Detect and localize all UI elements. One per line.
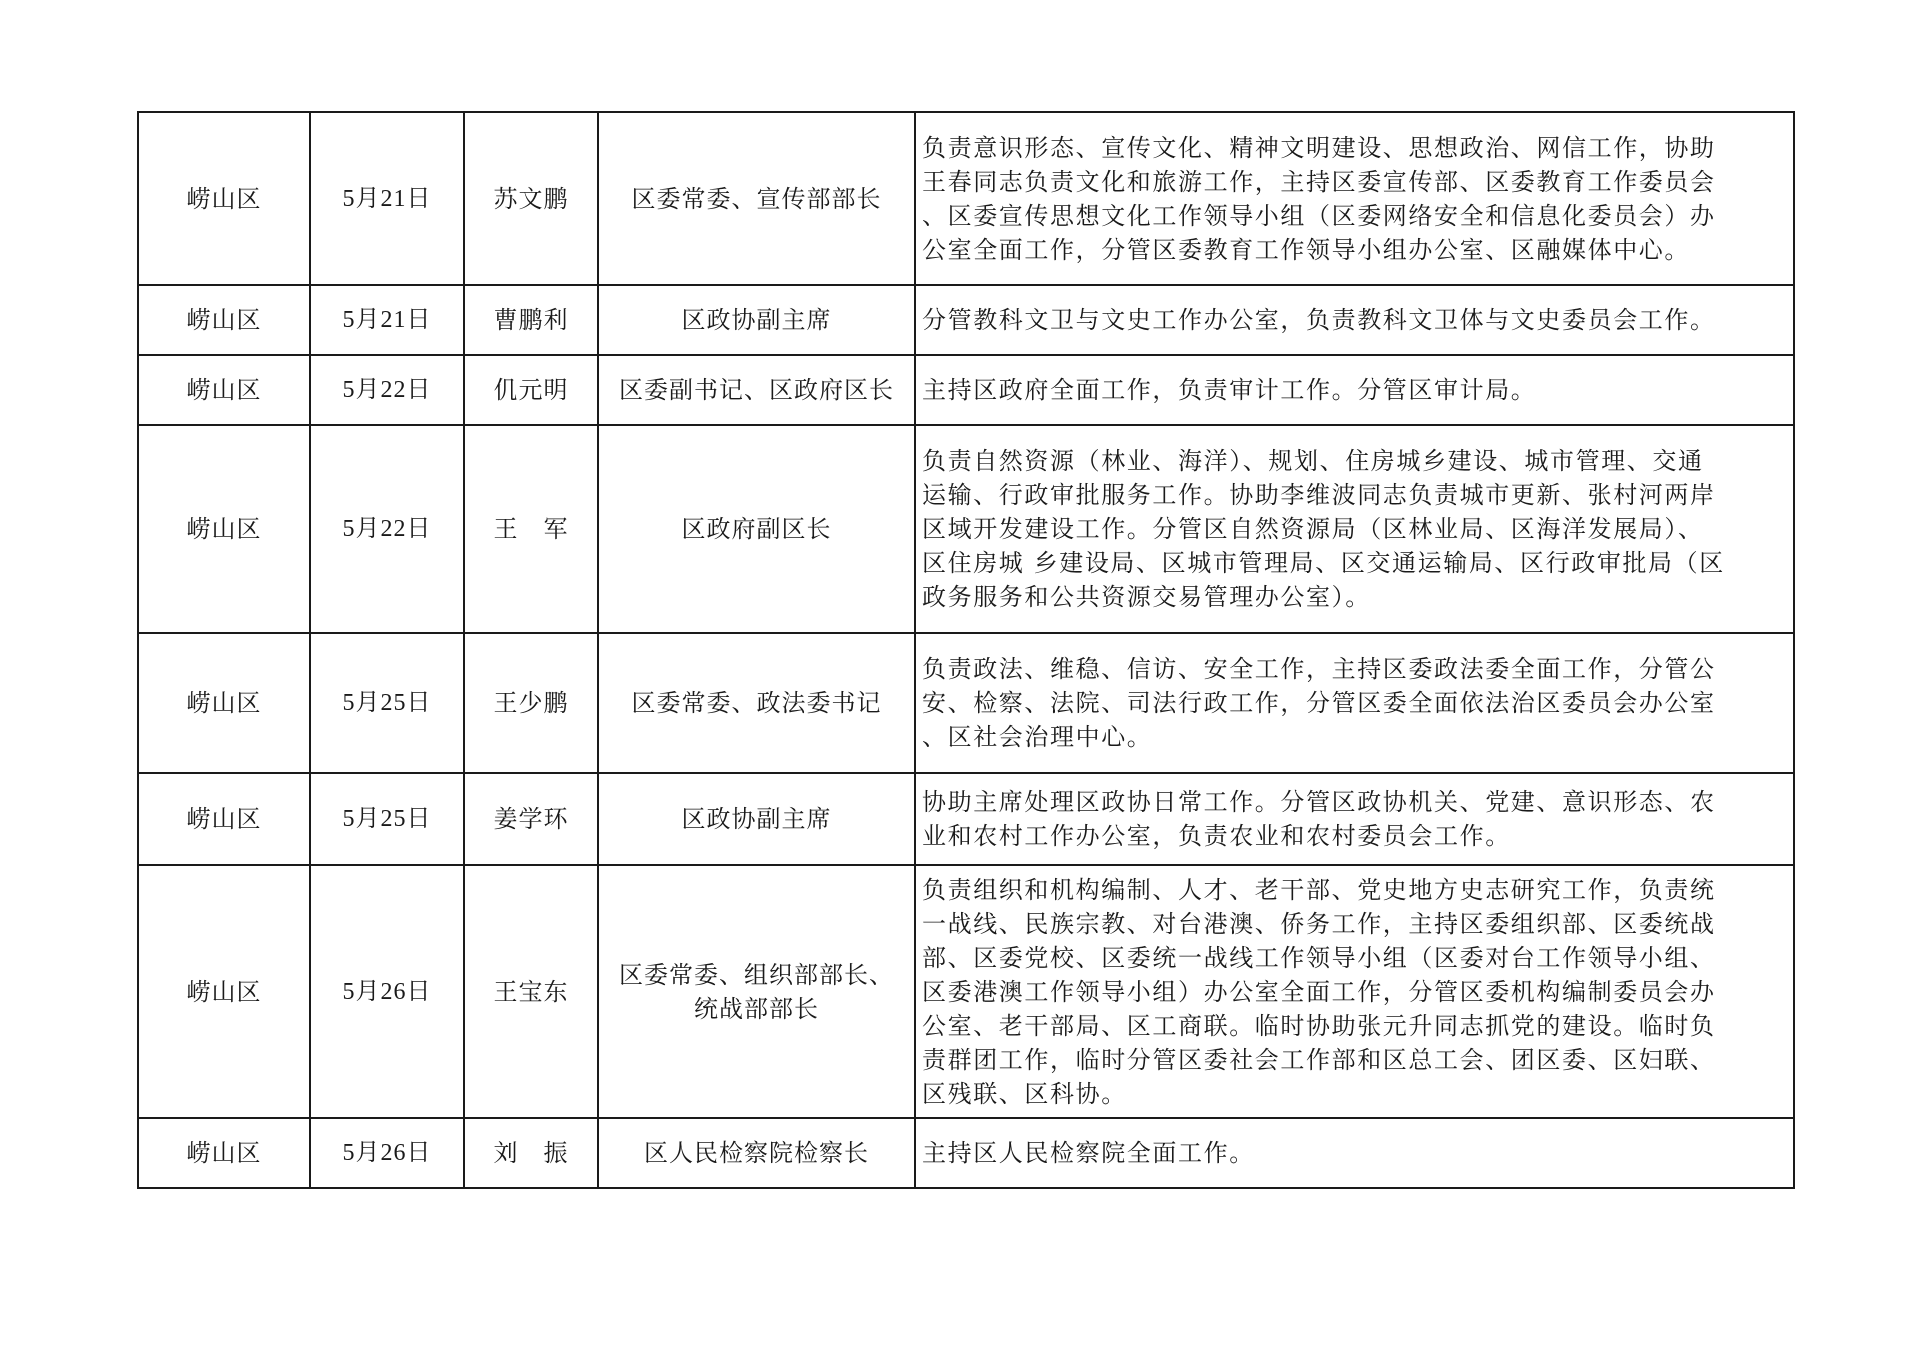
name-cell: 王少鹏 <box>464 633 598 773</box>
duty-line: 公室、老干部局、区工商联。临时协助张元升同志抓党的建设。临时负 <box>922 1011 1716 1040</box>
table-row <box>138 112 1794 285</box>
duty-line: 主持区政府全面工作，负责审计工作。分管区审计局。 <box>922 376 1537 404</box>
region-cell: 崂山区 <box>138 633 310 773</box>
post-cell: 区政协副主席 <box>598 773 915 865</box>
date-cell: 5月25日 <box>310 633 464 773</box>
duty-line: 责群团工作，临时分管区委社会工作部和区总工会、团区委、区妇联、 <box>922 1045 1716 1074</box>
name-cell: 刘 振 <box>464 1118 598 1188</box>
name-cell: 苏文鹏 <box>464 112 598 285</box>
date-cell: 5月25日 <box>310 773 464 865</box>
table-row <box>138 865 1794 1118</box>
duties-cell <box>915 773 1794 865</box>
duties-cell <box>915 1118 1794 1188</box>
duty-line: 分管教科文卫与文史工作办公室，负责教科文卫体与文史委员会工作。 <box>922 306 1716 334</box>
duty-line: 、区委宣传思想文化工作领导小组（区委网络安全和信息化委员会）办 <box>922 201 1716 230</box>
duty-line: 主持区人民检察院全面工作。 <box>922 1139 1255 1167</box>
duty-line: 部、区委党校、区委统一战线工作领导小组（区委对台工作领导小组、 <box>922 943 1716 972</box>
officials-table <box>137 111 1795 1189</box>
post-cell: 区政府副区长 <box>598 425 915 633</box>
region-cell: 崂山区 <box>138 1118 310 1188</box>
date-cell: 5月21日 <box>310 285 464 355</box>
region-cell: 崂山区 <box>138 285 310 355</box>
table-row <box>138 355 1794 425</box>
date-cell: 5月26日 <box>310 1118 464 1188</box>
date-cell: 5月22日 <box>310 425 464 633</box>
duty-line: 负责自然资源（林业、海洋）、规划、住房城乡建设、城市管理、交通 <box>922 447 1704 475</box>
duty-line: 区残联、区科协。 <box>922 1079 1127 1108</box>
duty-line: 区住房城 乡建设局、区城市管理局、区交通运输局、区行政审批局（区 <box>922 549 1725 577</box>
duty-line: 负责政法、维稳、信访、安全工作，主持区委政法委全面工作，分管公 <box>922 655 1716 683</box>
duty-line: 区域开发建设工作。分管区自然资源局（区林业局、区海洋发展局）、 <box>922 515 1704 543</box>
date-cell: 5月22日 <box>310 355 464 425</box>
duty-line: 王春同志负责文化和旅游工作，主持区委宣传部、区委教育工作委员会 <box>922 167 1716 196</box>
post-cell: 区人民检察院检察长 <box>598 1118 915 1188</box>
duties-cell <box>915 425 1794 633</box>
duty-line: 区委港澳工作领导小组）办公室全面工作，分管区委机构编制委员会办 <box>922 977 1716 1006</box>
table-row <box>138 633 1794 773</box>
region-cell: 崂山区 <box>138 112 310 285</box>
duties-cell <box>915 285 1794 355</box>
name-cell: 王宝东 <box>464 865 598 1118</box>
region-cell: 崂山区 <box>138 355 310 425</box>
post-cell: 区委常委、宣传部部长 <box>598 112 915 285</box>
name-cell: 姜学环 <box>464 773 598 865</box>
post-cell: 区政协副主席 <box>598 285 915 355</box>
duties-cell <box>915 633 1794 773</box>
post-line: 区委常委、组织部部长、 <box>619 960 894 989</box>
duty-line: 业和农村工作办公室，负责农业和农村委员会工作。 <box>922 822 1511 850</box>
name-cell: 曹鹏利 <box>464 285 598 355</box>
table-row <box>138 1118 1794 1188</box>
duty-line: 运输、行政审批服务工作。协助李维波同志负责城市更新、张村河两岸 <box>922 481 1716 509</box>
table-row <box>138 773 1794 865</box>
officials-table-body <box>138 112 1794 1188</box>
duties-cell <box>915 355 1794 425</box>
duty-line: 公室全面工作，分管区委教育工作领导小组办公室、区融媒体中心。 <box>922 235 1690 264</box>
duty-line: 协助主席处理区政协日常工作。分管区政协机关、党建、意识形态、农 <box>922 788 1716 816</box>
date-cell: 5月21日 <box>310 112 464 285</box>
post-cell: 区委常委、政法委书记 <box>598 633 915 773</box>
region-cell: 崂山区 <box>138 865 310 1118</box>
duty-line: 、区社会治理中心。 <box>922 723 1153 751</box>
duty-line: 负责组织和机构编制、人才、老干部、党史地方史志研究工作，负责统 <box>922 875 1716 904</box>
post-cell: 区委副书记、区政府区长 <box>598 355 915 425</box>
table-row <box>138 425 1794 633</box>
region-cell: 崂山区 <box>138 425 310 633</box>
region-cell: 崂山区 <box>138 773 310 865</box>
date-cell: 5月26日 <box>310 865 464 1118</box>
name-cell: 王 军 <box>464 425 598 633</box>
duty-line: 一战线、民族宗教、对台港澳、侨务工作，主持区委组织部、区委统战 <box>922 909 1716 938</box>
post-line: 统战部部长 <box>694 994 819 1023</box>
name-cell: 仉元明 <box>464 355 598 425</box>
duties-cell <box>915 865 1794 1118</box>
duty-line: 政务服务和公共资源交易管理办公室）。 <box>922 583 1371 611</box>
duty-line: 安、检察、法院、司法行政工作，分管区委全面依法治区委员会办公室 <box>922 689 1716 717</box>
post-cell <box>598 865 915 1118</box>
duties-cell <box>915 112 1794 285</box>
duty-line: 负责意识形态、宣传文化、精神文明建设、思想政治、网信工作，协助 <box>922 133 1716 162</box>
table-row <box>138 285 1794 355</box>
